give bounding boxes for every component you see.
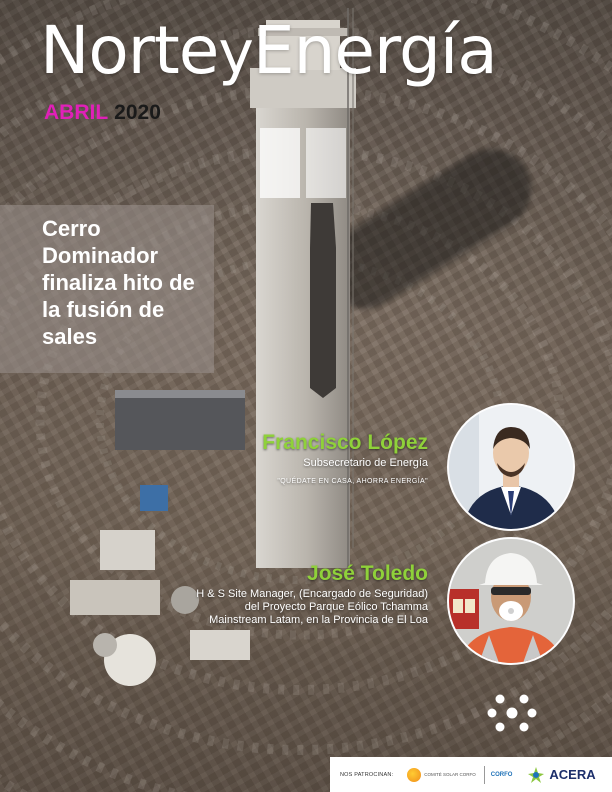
person-quote: "QUÉDATE EN CASA, AHORRA ENERGÍA" [277, 478, 428, 485]
sponsor-acera[interactable] [526, 765, 595, 785]
masthead-part1: Norte [40, 12, 219, 89]
issue-month: ABRIL [44, 101, 109, 124]
plant-buildings [60, 380, 260, 710]
cover-headline[interactable]: Cerro Dominador finaliza hito de la fusión de sales [42, 216, 195, 349]
portrait-illustration [449, 405, 573, 529]
person-role: H & S Site Manager, (Encargado de Seguridad) del Proyecto Parque Eólico Tchamma Mainstream Latam, en la Provincia de El Loa [196, 588, 428, 626]
sponsor-comite-solar[interactable] [407, 768, 476, 782]
sponsors-label: NOS PATROCINAN: [340, 771, 394, 778]
masthead-part2: y [218, 18, 253, 88]
portrait-illustration [449, 539, 573, 663]
person-role: Subsecretario de Energía [303, 457, 428, 469]
feature-jose-toledo[interactable] [188, 563, 428, 627]
masthead-title [40, 12, 497, 89]
issue-date [44, 101, 161, 125]
feature-francisco-lopez[interactable] [168, 432, 428, 485]
sponsor-divider [484, 766, 485, 784]
person-name: José Toledo [307, 562, 428, 585]
sponsors-bar [330, 757, 612, 792]
issue-year: 2020 [114, 101, 161, 124]
sponsor-logo1-text: COMITÉ SOLAR CORFO [424, 772, 476, 777]
portrait-jose-toledo [447, 537, 575, 665]
sun-logo-icon [407, 768, 421, 782]
acera-logo-icon [526, 765, 546, 785]
brand-dots-icon [486, 693, 538, 733]
person-name: Francisco López [262, 431, 428, 454]
sponsor-acera-text: ACERA [549, 767, 596, 782]
sponsor-corfo[interactable]: CORFO [490, 771, 513, 778]
masthead-part3: Energía [252, 12, 497, 89]
portrait-francisco-lopez [447, 403, 575, 531]
